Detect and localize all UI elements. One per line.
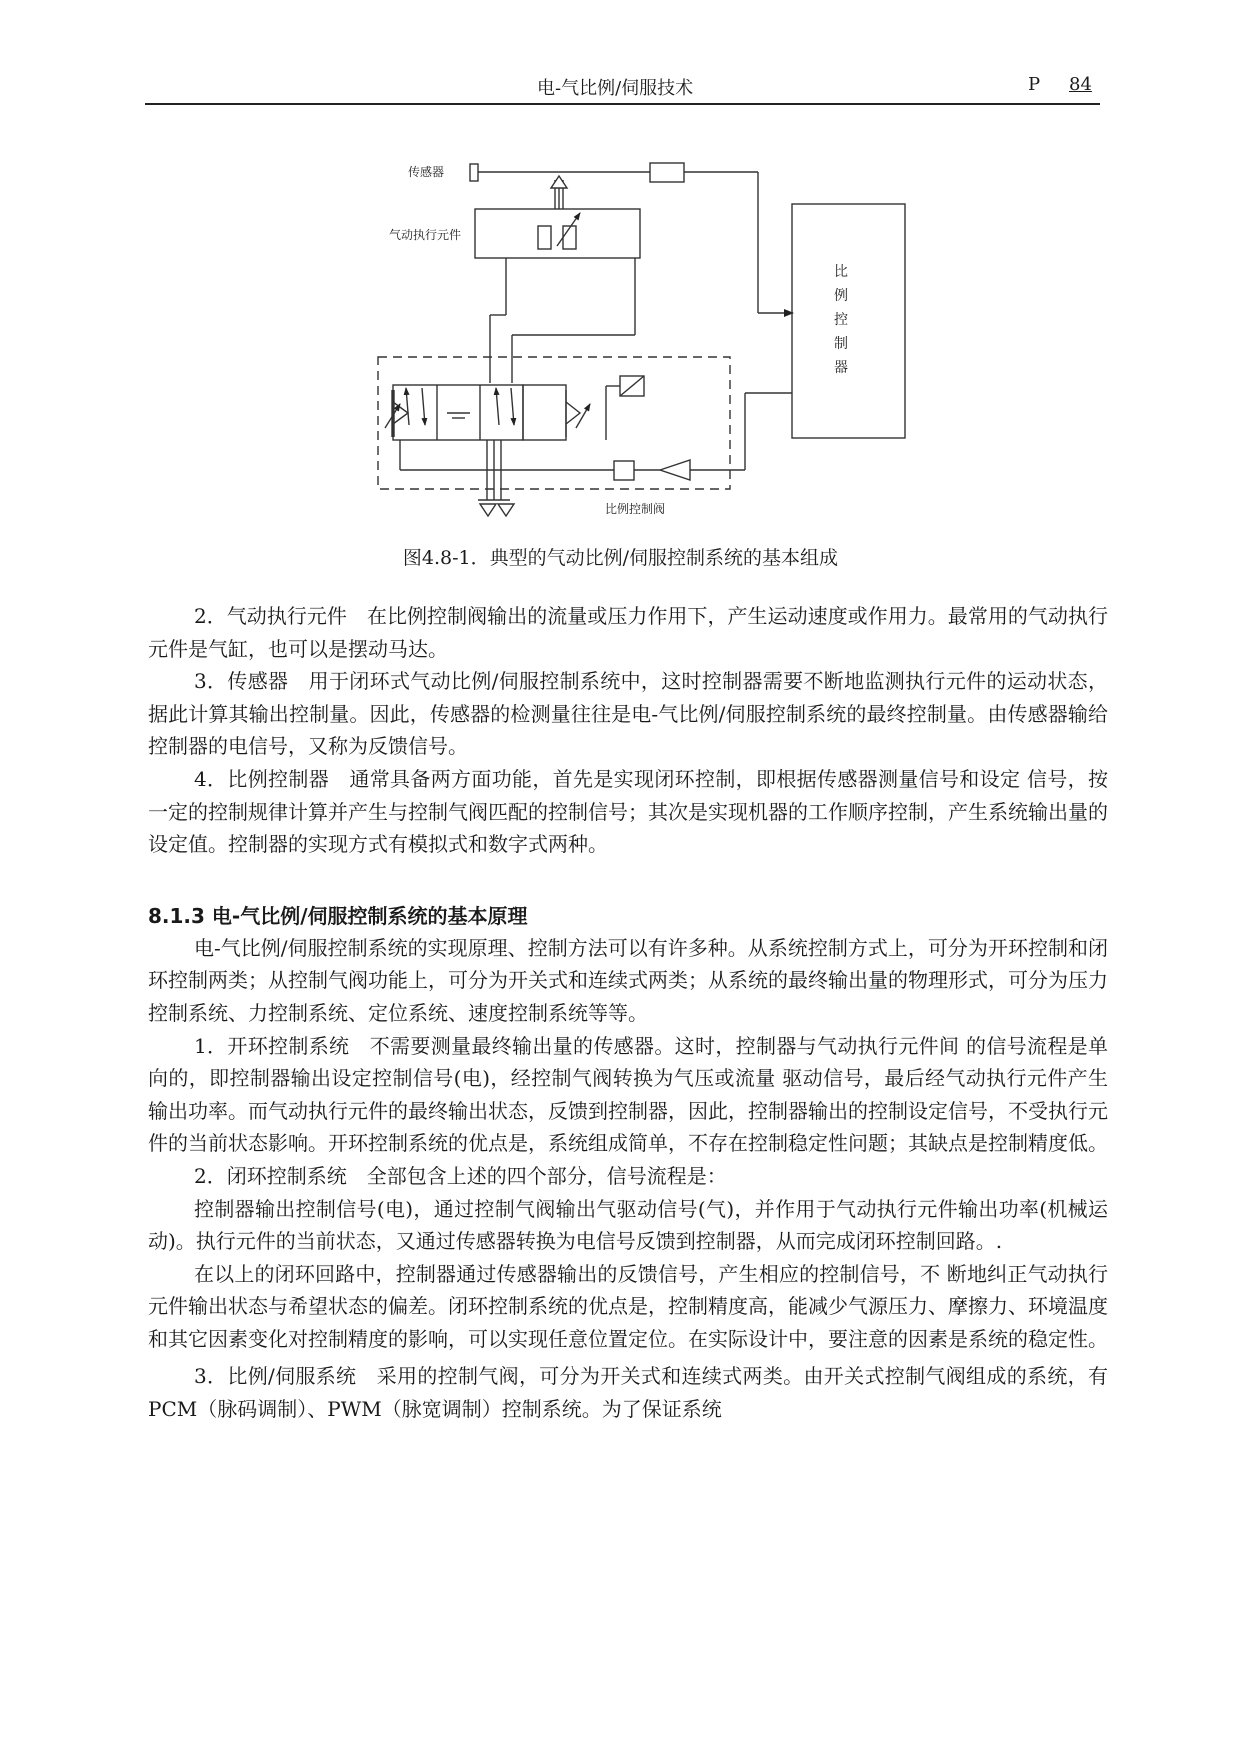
para-closed-loop: 2．闭环控制系统 全部包含上述的四个部分，信号流程是： xyxy=(194,1163,727,1188)
pneumatic-cylinder xyxy=(475,176,640,258)
label-valve: 比例控制阀 xyxy=(605,502,666,516)
proportional-valve xyxy=(378,357,792,516)
running-title: 电-气比例/伺服技术 xyxy=(537,78,694,99)
body-text xyxy=(148,600,1108,1426)
para-servo-system: 3．比例/伺服系统 采用的控制气阀，可分为开关式和连续式两类。由开关式控制气阀组成的系统，有PCM（脉码调制）、PWM（脉宽调制）控制系统。为了保证系统 xyxy=(148,1364,1108,1422)
page-label: P xyxy=(1028,74,1041,95)
para-actuator: 2．气动执行元件 在比例控制阀输出的流量或压力作用下，产生运动速度或作用力。最常用的气动执行元件是气缸，也可以是摆动马达。 xyxy=(148,604,1108,661)
para-sensor: 3．传感器 用于闭环式气动比例/伺服控制系统中，这时控制器需要不断地监测执行元件的运动状态，据此计算其输出控制量。因此，传感器的检测量往往是电-气比例/伺服控制系统的最终控制量。由传感器输给控制器的电信号，又称为反馈信号。 xyxy=(148,669,1108,759)
label-controller-1: 比 xyxy=(834,264,848,280)
label-controller-2: 例 xyxy=(834,288,848,304)
label-sensor: 传感器 xyxy=(408,165,445,179)
para-open-loop: 1．开环控制系统 不需要测量最终输出量的传感器。这时，控制器与气动执行元件间 的信号流程是单向的，即控制器输出设定控制信号(电)，经控制气阀转换为气压或流量 驱动信号，最后经气动执行元件产生输出功率。而气动执行元件的最终输出状态，反馈到控制器，因此，控制器输出的控制设定信号，不受执行元件的当前状态影响。开环控制系统的优点是，系统组成简单，不存在控制稳定性问题；其缺点是控制精度低。 xyxy=(148,1033,1108,1156)
para-signal-flow: 控制器输出控制信号(电)，通过控制气阀输出气驱动信号(气)，并作用于气动执行元件输出功率(机械运动)。执行元件的当前状态，又通过传感器转换为电信号反馈到控制器，从而完成闭环控制回路。. xyxy=(148,1196,1108,1254)
page-number: 84 xyxy=(1069,74,1092,95)
figure-caption: 图4.8-1．典型的气动比例/伺服控制系统的基本组成 xyxy=(402,547,839,569)
label-controller-3: 控 xyxy=(834,312,848,328)
label-controller-5: 器 xyxy=(834,360,848,376)
label-controller-4: 制 xyxy=(834,336,848,352)
para-controller: 4．比例控制器 通常具备两方面功能，首先是实现闭环控制，即根据传感器测量信号和设定 信号，按一定的控制规律计算并产生与控制气阀匹配的控制信号；其次是实现机器的工作顺序控制，产生系统输出量的设定值。控制器的实现方式有模拟式和数字式两种。 xyxy=(148,766,1108,857)
label-actuator: 气动执行元件 xyxy=(389,228,462,242)
section-heading: 8.1.3 电-气比例/伺服控制系统的基本原理 xyxy=(148,903,528,928)
para-closed-loop-advantages: 在以上的闭环回路中，控制器通过传感器输出的反馈信号，产生相应的控制信号，不 断地纠正气动执行元件输出状态与希望状态的偏差。闭环控制系统的优点是，控制精度高，能减少气源压力、摩擦力、环境温度和其它因素变化对控制精度的影响，可以实现任意位置定位。在实际设计中，要注意的因素是系统的稳定性。 xyxy=(148,1261,1108,1351)
controller-box xyxy=(792,204,905,438)
para-intro: 电-气比例/伺服控制系统的实现原理、控制方法可以有许多种。从系统控制方式上，可分为开环控制和闭环控制两类；从控制气阀功能上，可分为开关式和连续式两类；从系统的最终输出量的物理形式，可分为压力控制系统、力控制系统、定位系统、速度控制系统等等。 xyxy=(148,935,1108,1025)
pipes xyxy=(490,258,635,383)
sensor-bar xyxy=(470,163,793,313)
system-diagram xyxy=(0,0,1241,540)
